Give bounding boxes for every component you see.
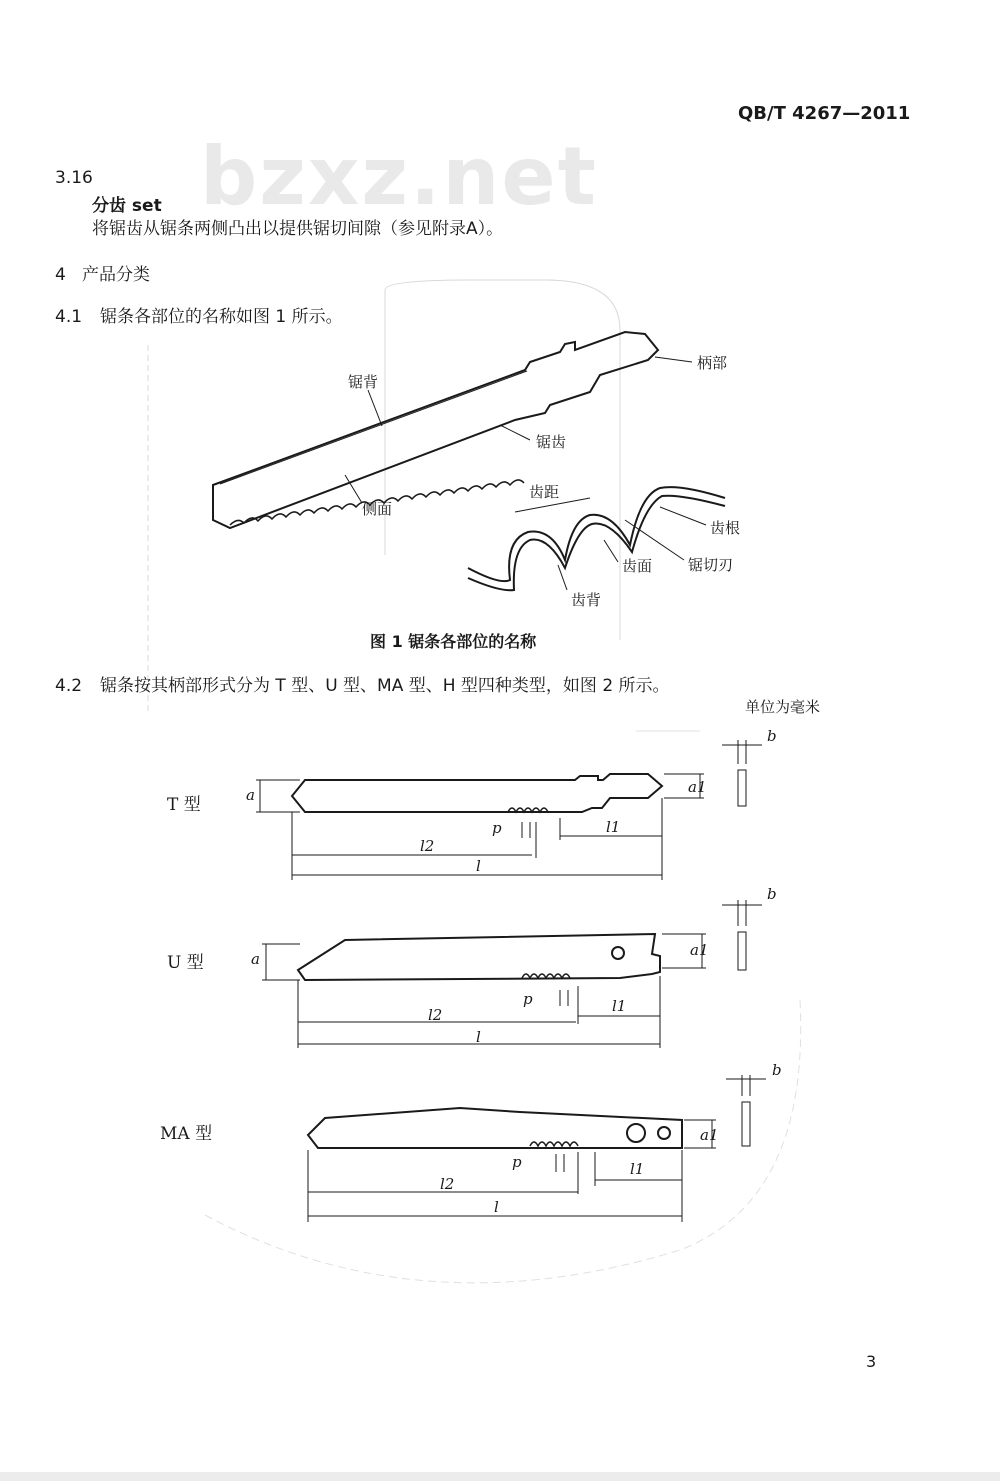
t-dim-l1: l1 <box>606 818 621 836</box>
section-4-number: 4 <box>55 265 66 285</box>
page-number: 3 <box>866 1352 877 1371</box>
u-type-label: U 型 <box>167 953 204 973</box>
ma-dim-b: b <box>772 1061 782 1079</box>
ma-dim-a1: a1 <box>700 1126 719 1144</box>
label-back: 锯背 <box>348 373 379 391</box>
section-4-title: 产品分类 <box>82 265 150 285</box>
u-dim-a: a <box>251 950 260 968</box>
label-handle: 柄部 <box>697 354 728 372</box>
t-dim-b: b <box>767 727 777 745</box>
watermark: bzxz.net <box>200 130 598 223</box>
t-dim-a1: a1 <box>688 778 707 796</box>
label-tooth-back: 齿背 <box>571 591 602 609</box>
u-dim-b: b <box>767 885 777 903</box>
label-cutting-edge: 锯切刃 <box>688 556 734 574</box>
ma-dim-l: l <box>494 1198 499 1216</box>
ma-type-blade <box>308 1108 682 1148</box>
section-4-1-text: 锯条各部位的名称如图 1 所示。 <box>100 307 343 327</box>
figure-2-unit-note: 单位为毫米 <box>745 698 821 716</box>
label-side: 侧面 <box>362 500 393 518</box>
t-dim-a: a <box>246 786 255 804</box>
t-type-blade <box>292 774 662 812</box>
u-dim-p: p <box>523 990 533 1008</box>
standard-number: QB/T 4267—2011 <box>738 103 911 124</box>
u-dim-l2: l2 <box>428 1006 443 1024</box>
ma-dim-l1: l1 <box>630 1160 645 1178</box>
t-dim-p: p <box>492 819 502 837</box>
section-3-16-number: 3.16 <box>55 168 93 188</box>
u-type-blade <box>298 934 660 980</box>
u-dim-l1: l1 <box>612 997 627 1015</box>
u-dim-l: l <box>476 1028 481 1046</box>
ma-dim-p: p <box>512 1153 522 1171</box>
label-pitch: 齿距 <box>529 483 560 501</box>
section-3-16-term: 分齿 set <box>92 196 162 216</box>
ma-type-label: MA 型 <box>160 1124 213 1144</box>
page-bottom-edge <box>0 1472 1000 1481</box>
section-4-1-number: 4.1 <box>55 307 83 327</box>
section-3-16-definition: 将锯齿从锯条两侧凸出以提供锯切间隙（参见附录A）。 <box>92 219 504 239</box>
label-tooth-face: 齿面 <box>622 557 653 575</box>
u-dim-a1: a1 <box>690 941 709 959</box>
ma-dim-l2: l2 <box>440 1175 455 1193</box>
t-dim-l: l <box>476 857 481 875</box>
section-4-2-text: 锯条按其柄部形式分为 T 型、U 型、MA 型、H 型四种类型，如图 2 所示。 <box>100 676 670 696</box>
label-tooth-root: 齿根 <box>710 519 741 537</box>
t-type-label: T 型 <box>167 795 201 815</box>
section-4-2-number: 4.2 <box>55 676 83 696</box>
t-dim-l2: l2 <box>420 837 435 855</box>
label-teeth: 锯齿 <box>536 433 567 451</box>
figure-1-caption: 图 1 锯条各部位的名称 <box>370 632 537 651</box>
